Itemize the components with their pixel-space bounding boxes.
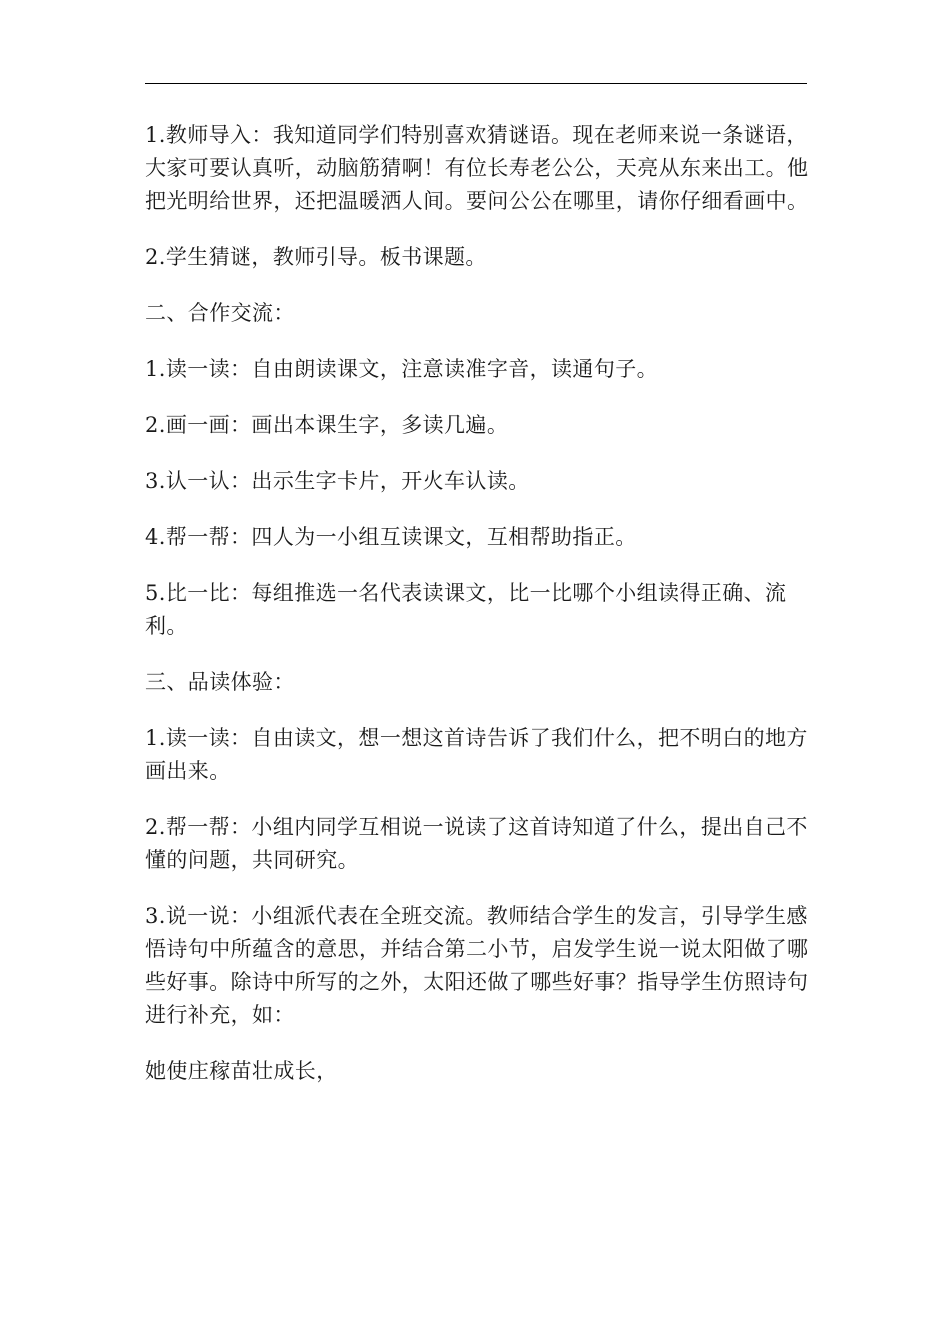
paragraph-recognize: 3.认一认：出示生字卡片，开火车认读。 bbox=[145, 469, 530, 493]
header-rule bbox=[145, 83, 807, 84]
paragraph-read: 1.读一读：自由朗读课文，注意读准字音，读通句子。 bbox=[145, 357, 659, 381]
paragraph-draw: 2.画一画：画出本课生字，多读几遍。 bbox=[145, 413, 509, 437]
paragraph-group-discuss: 2.帮一帮：小组内同学互相说一说读了这首诗知道了什么，提出自己不懂的问题，共同研究。 bbox=[145, 815, 808, 872]
paragraph-speak: 3.说一说：小组派代表在全班交流。教师结合学生的发言，引导学生感悟诗句中所蕴含的意思，并结合第二小节，启发学生说一说太阳做了哪些好事。除诗中所写的之外，太阳还做了哪些好事？指导学生仿照诗句进行补充，如： bbox=[145, 904, 809, 1027]
section-heading-cooperation: 二、合作交流： bbox=[145, 301, 295, 325]
paragraph-read-poem: 1.读一读：自由读文，想一想这首诗告诉了我们什么，把不明白的地方画出来。 bbox=[145, 726, 808, 783]
paragraph-teacher-intro: 1.教师导入：我知道同学们特别喜欢猜谜语。现在老师来说一条谜语，大家可要认真听，动脑筋猜啊！有位长寿老公公，天亮从东来出工。他把光明给世界，还把温暖洒人间。要问公公在哪里，请你仔细看画中。 bbox=[145, 123, 809, 213]
paragraph-compare: 5.比一比：每组推选一名代表读课文，比一比哪个小组读得正确、流利。 bbox=[145, 581, 787, 638]
paragraph-student-guess: 2.学生猜谜，教师引导。板书课题。 bbox=[145, 245, 487, 269]
paragraph-help: 4.帮一帮：四人为一小组互读课文，互相帮助指正。 bbox=[145, 525, 637, 549]
section-heading-experience: 三、品读体验： bbox=[145, 670, 295, 694]
document-body bbox=[145, 119, 813, 1111]
paragraph-example-line: 她使庄稼苗壮成长， bbox=[145, 1059, 338, 1083]
